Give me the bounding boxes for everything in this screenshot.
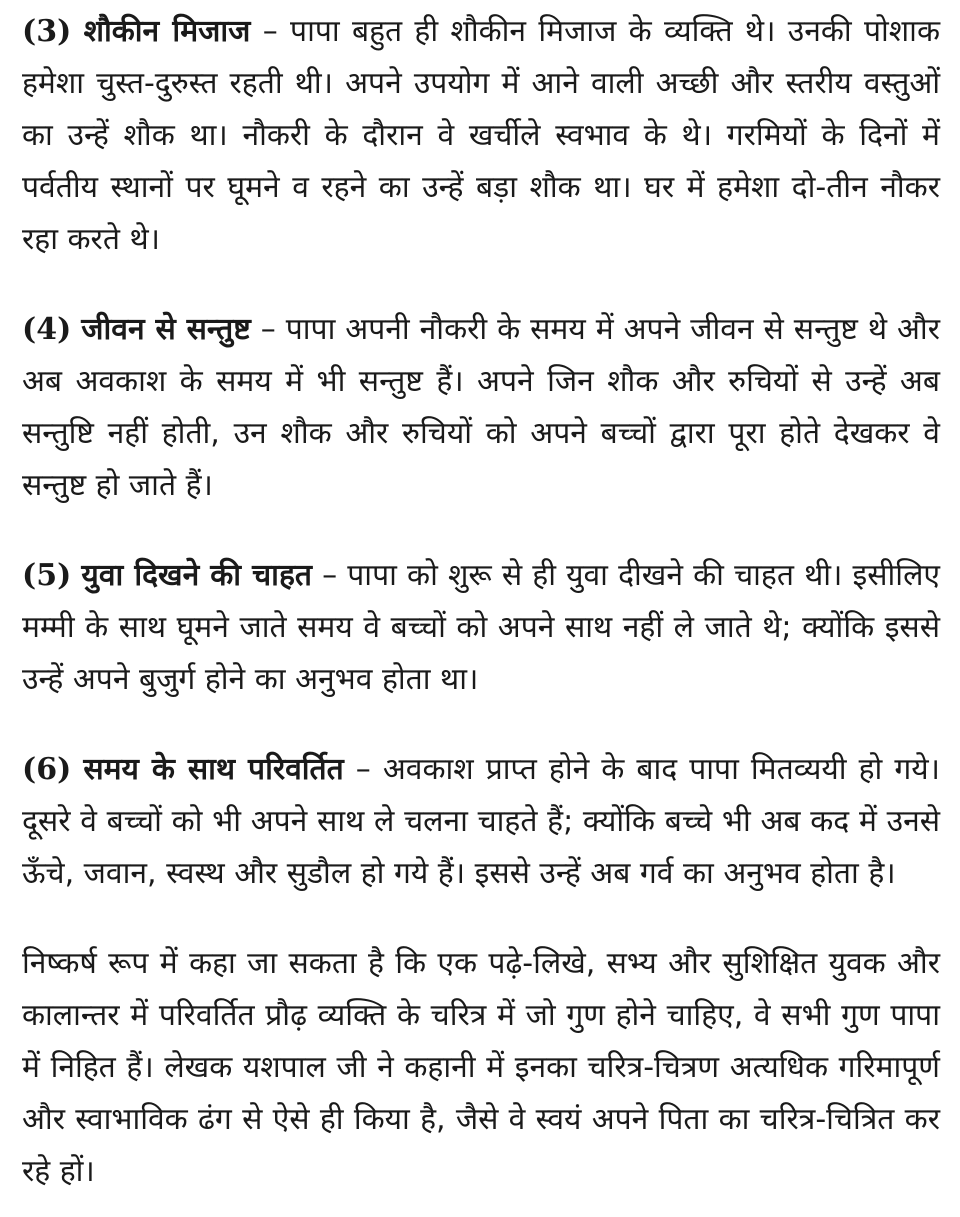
section-body: – पापा अपनी नौकरी के समय में अपने जीवन से सन्तुष्ट थे और अब अवकाश के समय में भी सन्तुष्ट हैं। अपने जिन शौक और रुचियों से उन्हें अब सन्तुष्टि नहीं होती, उन शौक और रुचियों को अपने बच्चों द्वारा पूरा होते देखकर वे सन्तुष्ट हो जाते हैं। <box>22 312 940 503</box>
section-3 <box>22 6 940 266</box>
section-number: (5) <box>22 558 72 593</box>
section-number: (6) <box>22 752 72 787</box>
document-page <box>22 6 940 1198</box>
section-heading: युवा दिखने की चाहत <box>81 558 312 593</box>
section-4 <box>22 304 940 512</box>
section-number: (4) <box>22 312 72 347</box>
conclusion-paragraph: निष्कर्ष रूप में कहा जा सकता है कि एक पढ़े-लिखे, सभ्य और सुशिक्षित युवक और कालान्तर में परिवर्तित प्रौढ़ व्यक्ति के चरित्र में जो गुण होने चाहिए, वे सभी गुण पापा में निहित हैं। लेखक यशपाल जी ने कहानी में इनका चरित्र-चित्रण अत्यधिक गरिमापूर्ण और स्वाभाविक ढंग से ऐसे ही किया है, जैसे वे स्वयं अपने पिता का चरित्र-चित्रित कर रहे हों। <box>22 946 940 1189</box>
section-heading: जीवन से सन्तुष्ट <box>81 312 251 347</box>
section-6 <box>22 744 940 900</box>
section-heading: समय के साथ परिवर्तित <box>83 752 344 787</box>
section-body: – अवकाश प्राप्त होने के बाद पापा मितव्ययी हो गये। दूसरे वे बच्चों को भी अपने साथ ले चलना चाहते हैं; क्योंकि बच्चे भी अब कद में उनसे ऊँचे, जवान, स्वस्थ और सुडौल हो गये हैं। इससे उन्हें अब गर्व का अनुभव होता है। <box>22 752 940 891</box>
section-heading: शौकीन मिजाज <box>83 14 251 49</box>
section-body: – पापा बहुत ही शौकीन मिजाज के व्यक्ति थे। उनकी पोशाक हमेशा चुस्त-दुरुस्त रहती थी। अपने उपयोग में आने वाली अच्छी और स्तरीय वस्तुओं का उन्हें शौक था। नौकरी के दौरान वे खर्चीले स्वभाव के थे। गरमियों के दिनों में पर्वतीय स्थानों पर घूमने व रहने का उन्हें बड़ा शौक था। घर में हमेशा दो-तीन नौकर रहा करते थे। <box>22 14 940 257</box>
section-5 <box>22 550 940 706</box>
section-body: – पापा को शुरू से ही युवा दीखने की चाहत थी। इसीलिए मम्मी के साथ घूमने जाते समय वे बच्चों को अपने साथ नहीं ले जाते थे; क्योंकि इससे उन्हें अपने बुजुर्ग होने का अनुभव होता था। <box>22 558 941 697</box>
section-number: (3) <box>22 14 72 49</box>
